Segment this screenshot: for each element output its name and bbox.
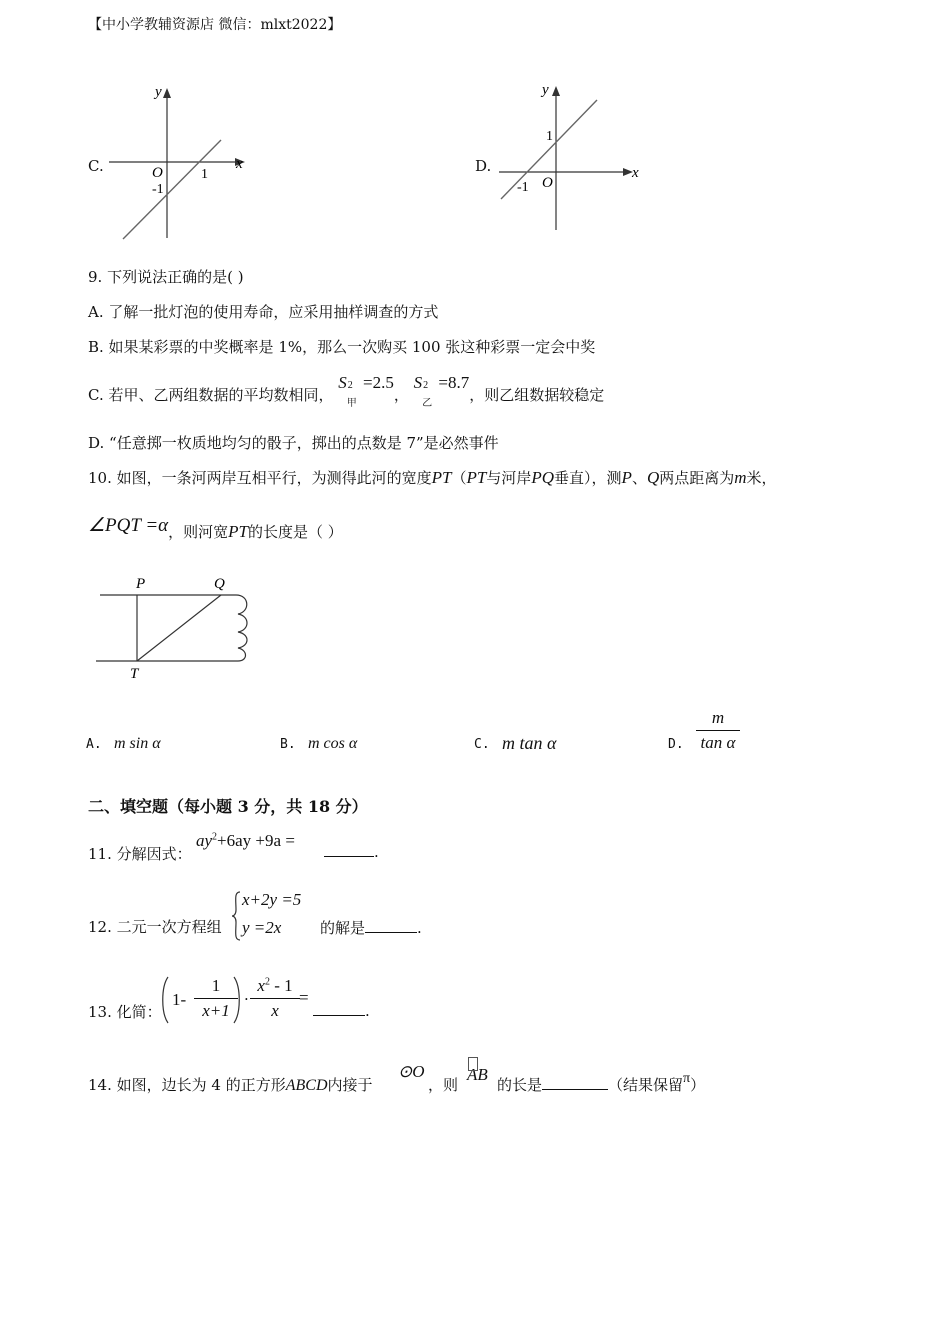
q8c-one-label: 1	[201, 167, 208, 182]
q10-angle-expr: ∠PQT =α	[88, 515, 169, 536]
q10-stem-line1: 10. 如图，一条河两岸互相平行，为测得此河的宽度PT（PT与河岸PQ垂直），测P、Q两点距离为m米，	[88, 468, 777, 487]
q14-stem: 14. 如图，边长为 4 的正方形ABCD内接于	[88, 1076, 373, 1094]
q12-brace	[230, 890, 242, 942]
q14-arc-symbol-icon	[468, 1057, 478, 1071]
q13-dot: ·	[244, 990, 249, 1008]
q11-label: 11. 分解因式：	[88, 845, 192, 863]
q8d-origin-label: O	[542, 175, 553, 191]
q13-fraction-1: $\frac{1}{x+1}$	[194, 976, 238, 1021]
q8-option-c-label: C.	[88, 157, 104, 175]
q10-river-figure	[90, 570, 255, 685]
q8-option-d-label: D.	[475, 157, 492, 175]
q8c-x-label: x	[236, 156, 243, 172]
q10-fig-q: Q	[214, 576, 225, 592]
q10-fig-t: T	[130, 666, 139, 682]
q12-equation-1: x+2y =5	[242, 890, 302, 909]
q10-stem-line2: ∠PQT =α，则河宽PT的长度是（ ）	[88, 515, 343, 541]
q8-graph-d	[497, 78, 647, 233]
q12-label: 12. 二元一次方程组	[88, 918, 222, 936]
q13-equals: =	[299, 988, 309, 1007]
page-header: 【中小学教辅资源店 微信：mlxt2022】	[88, 17, 342, 33]
q13-one-minus: 1-	[172, 990, 187, 1009]
q14-arc-ab: AB	[467, 1065, 488, 1085]
q9-option-a: A. 了解一批灯泡的使用寿命，应采用抽样调查的方式	[88, 303, 439, 321]
section-2-heading: 二、填空题（每小题 3 分，共 18 分）	[88, 797, 368, 816]
q10-option-a-expr: m sin α	[114, 735, 161, 752]
q9-variance-1: S 2 甲 =2.5	[338, 373, 394, 409]
q8c-origin-label: O	[152, 165, 163, 181]
q9-option-c-pre: C. 若甲、乙两组数据的平均数相同，	[88, 386, 334, 404]
q8d-y-label: y	[542, 82, 549, 98]
q11-answer-blank: .	[324, 843, 379, 861]
q9-option-d: D. “任意掷一枚质地均匀的骰子，掷出的点数是 7”是必然事件	[88, 434, 499, 452]
q12-answer: 的解是 .	[320, 919, 422, 937]
q10-option-d-fraction: $\frac{m}{\text{tan α}}$	[696, 708, 740, 753]
q8-graph-c	[105, 82, 255, 244]
q8d-neg-one-label: -1	[517, 180, 529, 195]
q9-stem: 9. 下列说法正确的是( )	[88, 268, 244, 286]
q10-fig-p: P	[136, 576, 146, 592]
q8c-y-label: y	[155, 84, 162, 100]
q8c-neg-one-label: -1	[152, 182, 164, 197]
q13-label: 13. 化简：	[88, 1003, 162, 1021]
q14-circle-o: ⊙O	[398, 1062, 425, 1081]
q9-option-c: C. 若甲、乙两组数据的平均数相同， S 2 甲 =2.5， S 2 乙 =8.7，则乙组数据较稳定	[88, 373, 605, 409]
q10-option-b-label: B.	[280, 737, 296, 752]
q10-option-c-expr: m tan α	[502, 733, 557, 753]
q13-answer-blank: .	[313, 1002, 370, 1020]
q13-right-paren	[232, 975, 242, 1025]
q9-option-c-post: ，则乙组数据较稳定	[469, 386, 605, 404]
q14-then: ，则	[428, 1076, 459, 1094]
q13-fraction-2: $\frac{x^2 - 1}{x}$	[250, 976, 300, 1021]
q9-variance-2: S 2 乙 =8.7	[413, 373, 470, 409]
q10-option-d-label: D.	[668, 737, 684, 752]
q12-equation-2: y =2x	[242, 918, 282, 937]
q8d-x-label: x	[632, 165, 639, 181]
q9-option-b: B. 如果某彩票的中奖概率是 1%，那么一次购买 100 张这种彩票一定会中奖	[88, 338, 596, 356]
q14-answer: 的长是 （结果保留π）	[497, 1071, 706, 1094]
q11-expression: $ay^2+6ay +9a$ =	[196, 831, 295, 850]
q8d-one-label: 1	[546, 129, 553, 144]
q13-left-paren	[160, 975, 170, 1025]
q10-option-c-label: C.	[474, 737, 490, 752]
q10-option-a-label: A.	[86, 737, 102, 752]
q10-option-b-expr: m cos α	[308, 735, 358, 752]
